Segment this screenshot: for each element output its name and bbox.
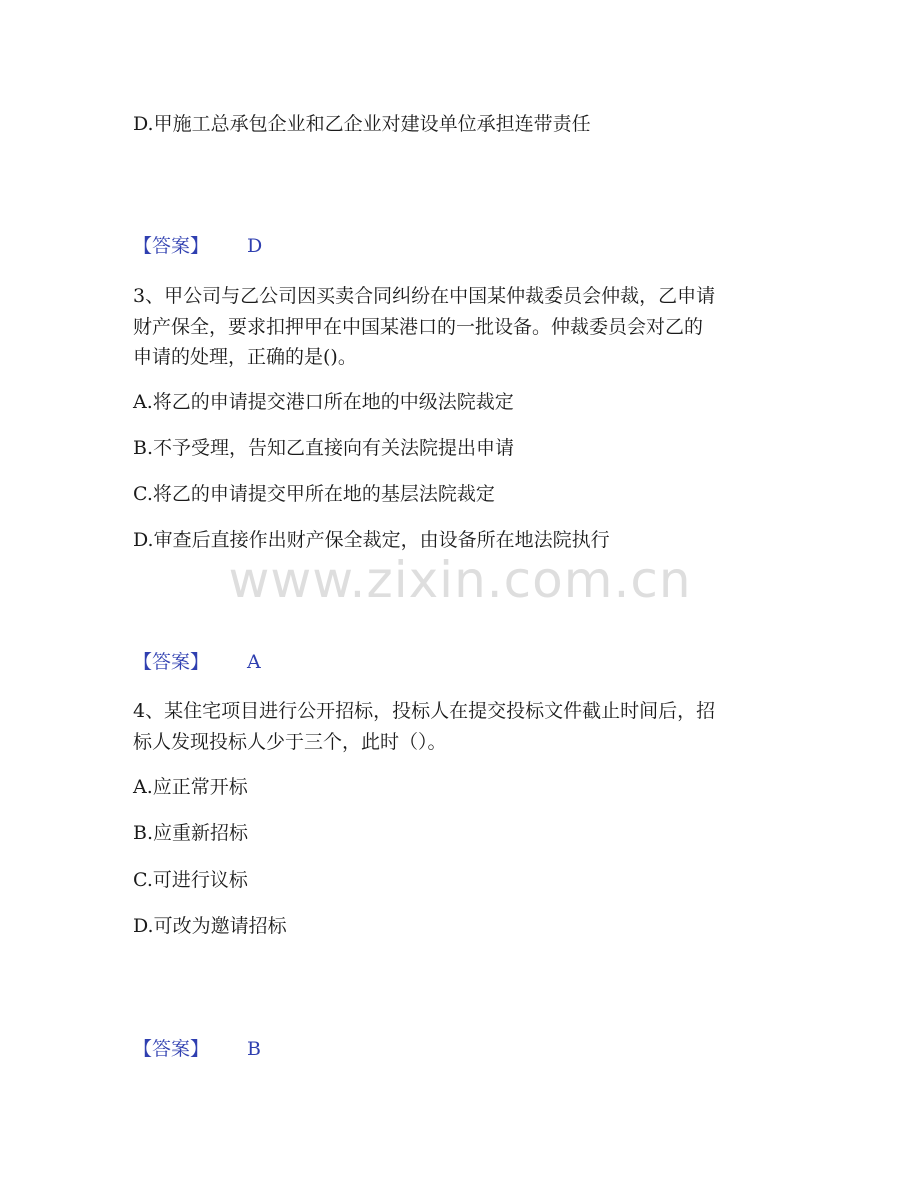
answer-value: B — [247, 1038, 261, 1060]
q4-option-d: D.可改为邀请招标 — [133, 915, 287, 937]
q3-option-d: D.审查后直接作出财产保全裁定，由设备所在地法院执行 — [133, 529, 610, 551]
q4-stem-line-2: 标人发现投标人少于三个，此时（）。 — [133, 731, 447, 753]
q4-option-a: A.应正常开标 — [133, 776, 248, 798]
answer-tag: 【答案】 — [133, 651, 210, 673]
q3-option-c: C.将乙的申请提交甲所在地的基层法院裁定 — [133, 483, 495, 505]
q4-stem-line-1: 4、某住宅项目进行公开招标，投标人在提交投标文件截止时间后，招 — [133, 700, 716, 722]
answer-value: A — [247, 651, 261, 673]
q4-answer — [133, 1037, 261, 1061]
q3-answer — [133, 650, 261, 674]
q2-option-d: D.甲施工总承包企业和乙企业对建设单位承担连带责任 — [133, 113, 591, 135]
q4-option-c: C.可进行议标 — [133, 869, 248, 891]
q2-answer — [133, 234, 262, 258]
watermark: www.zixin.com.cn — [228, 551, 692, 609]
q3-option-a: A.将乙的申请提交港口所在地的中级法院裁定 — [133, 391, 514, 413]
answer-tag: 【答案】 — [133, 235, 210, 257]
q4-option-b: B.应重新招标 — [133, 822, 249, 844]
q3-stem-line-3: 申请的处理，正确的是()。 — [133, 346, 357, 368]
q3-option-b: B.不予受理，告知乙直接向有关法院提出申请 — [133, 437, 515, 459]
q3-stem-line-1: 3、甲公司与乙公司因买卖合同纠纷在中国某仲裁委员会仲裁，乙申请 — [133, 285, 716, 307]
answer-tag: 【答案】 — [133, 1038, 210, 1060]
q3-stem-line-2: 财产保全，要求扣押甲在中国某港口的一批设备。仲裁委员会对乙的 — [133, 316, 704, 338]
answer-value: D — [247, 235, 263, 257]
